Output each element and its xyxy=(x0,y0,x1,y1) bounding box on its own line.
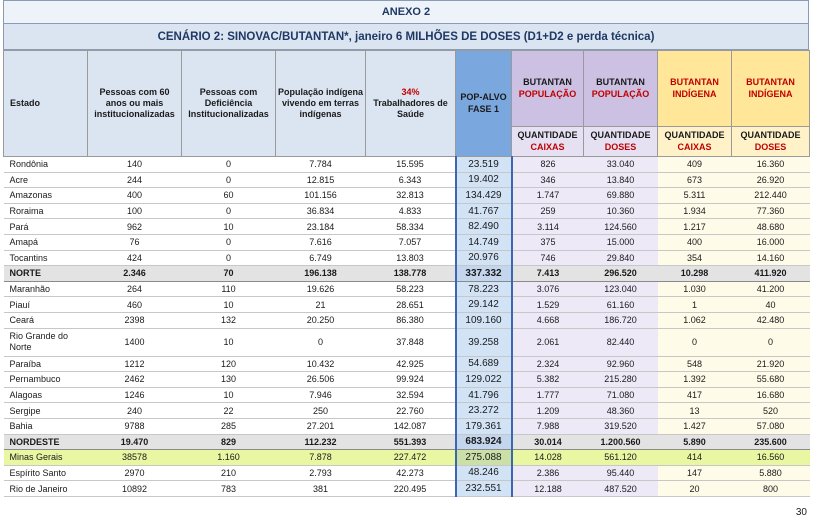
cell-pop-caixas: 4.668 xyxy=(512,312,584,328)
header-populacao: POPULAÇÃO xyxy=(518,88,577,99)
cell-trabalhadores: 86.380 xyxy=(366,312,456,328)
cell-indigena: 19.626 xyxy=(276,281,366,297)
region-total-row xyxy=(4,266,810,282)
cell-state-name: NORTE xyxy=(4,266,88,282)
cell-trabalhadores: 227.472 xyxy=(366,450,456,466)
header-estado: Estado xyxy=(4,51,88,157)
cell-indigena: 6.749 xyxy=(276,250,366,266)
cell-pop-doses: 296.520 xyxy=(584,266,658,282)
cell-pop-caixas: 2.061 xyxy=(512,328,584,356)
cell-deficiencia: 0 xyxy=(182,234,276,250)
cell-trabalhadores: 138.778 xyxy=(366,266,456,282)
cell-pop-caixas: 259 xyxy=(512,203,584,219)
cell-idosos: 1400 xyxy=(88,328,182,356)
cell-ind-doses: 235.600 xyxy=(732,434,810,450)
cell-indigena: 250 xyxy=(276,403,366,419)
cell-ind-doses: 411.920 xyxy=(732,266,810,282)
subheader-doses: DOSES xyxy=(754,141,787,152)
table-row xyxy=(4,172,810,188)
cell-pop-alvo: 337.332 xyxy=(456,266,512,282)
cell-ind-caixas: 0 xyxy=(658,328,732,356)
cell-trabalhadores: 32.813 xyxy=(366,188,456,204)
cell-idosos: 140 xyxy=(88,157,182,173)
cell-pop-caixas: 14.028 xyxy=(512,450,584,466)
cell-ind-doses: 0 xyxy=(732,328,810,356)
cell-pop-alvo: 23.519 xyxy=(456,157,512,173)
cell-pop-doses: 1.200.560 xyxy=(584,434,658,450)
cell-state-name: Amazonas xyxy=(4,188,88,204)
cell-pop-doses: 95.440 xyxy=(584,465,658,481)
cell-idosos: 2970 xyxy=(88,465,182,481)
cell-ind-caixas: 409 xyxy=(658,157,732,173)
cell-idosos: 424 xyxy=(88,250,182,266)
table-row xyxy=(4,372,810,388)
cell-idosos: 10892 xyxy=(88,481,182,497)
cell-trabalhadores: 42.273 xyxy=(366,465,456,481)
cell-deficiencia: 0 xyxy=(182,172,276,188)
table-header xyxy=(4,51,810,157)
header-butantan-pop-caixas xyxy=(512,51,584,127)
cell-pop-caixas: 826 xyxy=(512,157,584,173)
cell-ind-doses: 41.200 xyxy=(732,281,810,297)
header-butantan: BUTANTAN xyxy=(596,77,645,88)
table-row xyxy=(4,450,810,466)
subheader-caixas: CAIXAS xyxy=(677,141,712,152)
cell-ind-doses: 55.680 xyxy=(732,372,810,388)
cell-ind-caixas: 13 xyxy=(658,403,732,419)
cell-trabalhadores: 99.924 xyxy=(366,372,456,388)
cell-pop-doses: 561.120 xyxy=(584,450,658,466)
cell-ind-doses: 16.360 xyxy=(732,157,810,173)
table-row xyxy=(4,481,810,497)
cell-pop-doses: 61.160 xyxy=(584,297,658,313)
annex-title: ANEXO 2 xyxy=(3,0,809,24)
cell-indigena: 27.201 xyxy=(276,418,366,434)
cell-ind-caixas: 414 xyxy=(658,450,732,466)
cell-idosos: 962 xyxy=(88,219,182,235)
cell-pop-doses: 71.080 xyxy=(584,387,658,403)
cell-deficiencia: 110 xyxy=(182,281,276,297)
cell-pop-alvo: 48.246 xyxy=(456,465,512,481)
cell-ind-doses: 26.920 xyxy=(732,172,810,188)
page-number: 30 xyxy=(795,507,807,518)
cell-ind-caixas: 673 xyxy=(658,172,732,188)
subheader-quantidade: QUANTIDADE xyxy=(590,130,651,141)
cell-state-name: Rio de Janeiro xyxy=(4,481,88,497)
cell-pop-doses: 10.360 xyxy=(584,203,658,219)
cell-state-name: Alagoas xyxy=(4,387,88,403)
header-trabalhadores xyxy=(366,51,456,157)
cell-state-name: Tocantins xyxy=(4,250,88,266)
cell-pop-doses: 186.720 xyxy=(584,312,658,328)
cell-ind-doses: 21.920 xyxy=(732,356,810,372)
cell-trabalhadores: 58.223 xyxy=(366,281,456,297)
cell-ind-caixas: 1.030 xyxy=(658,281,732,297)
cell-indigena: 7.878 xyxy=(276,450,366,466)
cell-idosos: 264 xyxy=(88,281,182,297)
cell-ind-caixas: 20 xyxy=(658,481,732,497)
table-row xyxy=(4,203,810,219)
cell-ind-doses: 48.680 xyxy=(732,219,810,235)
subheader-doses: DOSES xyxy=(604,141,637,152)
cell-deficiencia: 210 xyxy=(182,465,276,481)
cell-pop-caixas: 1.209 xyxy=(512,403,584,419)
cell-trabalhadores: 6.343 xyxy=(366,172,456,188)
header-deficiencia: Pessoas com Deficiência Institucionalizadas xyxy=(182,51,276,157)
cell-deficiencia: 0 xyxy=(182,250,276,266)
table-row xyxy=(4,403,810,419)
cell-trabalhadores: 13.803 xyxy=(366,250,456,266)
cell-pop-caixas: 2.324 xyxy=(512,356,584,372)
cell-pop-caixas: 1.529 xyxy=(512,297,584,313)
annex-sheet xyxy=(3,0,809,497)
cell-pop-doses: 92.960 xyxy=(584,356,658,372)
cell-ind-caixas: 354 xyxy=(658,250,732,266)
cell-deficiencia: 10 xyxy=(182,328,276,356)
table-row xyxy=(4,250,810,266)
cell-indigena: 7.616 xyxy=(276,234,366,250)
header-indigena: População indígena vivendo em terras indígenas xyxy=(276,51,366,157)
cell-trabalhadores: 37.848 xyxy=(366,328,456,356)
table-row xyxy=(4,188,810,204)
cell-pop-alvo: 129.022 xyxy=(456,372,512,388)
cell-pop-caixas: 2.386 xyxy=(512,465,584,481)
table-row xyxy=(4,465,810,481)
cell-state-name: Paraíba xyxy=(4,356,88,372)
cell-trabalhadores: 32.594 xyxy=(366,387,456,403)
subheader-quantidade: QUANTIDADE xyxy=(664,130,725,141)
table-row xyxy=(4,281,810,297)
cell-trabalhadores: 28.651 xyxy=(366,297,456,313)
cell-ind-doses: 16.560 xyxy=(732,450,810,466)
cell-pop-doses: 33.040 xyxy=(584,157,658,173)
cell-pop-caixas: 7.988 xyxy=(512,418,584,434)
cell-pop-alvo: 179.361 xyxy=(456,418,512,434)
header-butantan: BUTANTAN xyxy=(670,77,719,88)
cell-pop-caixas: 1.747 xyxy=(512,188,584,204)
cell-indigena: 2.793 xyxy=(276,465,366,481)
cell-deficiencia: 70 xyxy=(182,266,276,282)
header-pop-alvo: POP-ALVO FASE 1 xyxy=(456,51,512,157)
cell-trabalhadores: 551.393 xyxy=(366,434,456,450)
cell-deficiencia: 1.160 xyxy=(182,450,276,466)
header-butantan: BUTANTAN xyxy=(746,77,795,88)
cell-pop-doses: 319.520 xyxy=(584,418,658,434)
cell-pop-caixas: 375 xyxy=(512,234,584,250)
subheader-qtd-caixas xyxy=(512,127,584,157)
cell-idosos: 244 xyxy=(88,172,182,188)
cell-indigena: 101.156 xyxy=(276,188,366,204)
cell-deficiencia: 130 xyxy=(182,372,276,388)
cell-deficiencia: 10 xyxy=(182,387,276,403)
cell-indigena: 36.834 xyxy=(276,203,366,219)
cell-pop-alvo: 109.160 xyxy=(456,312,512,328)
table-row xyxy=(4,356,810,372)
cell-state-name: Maranhão xyxy=(4,281,88,297)
cell-deficiencia: 0 xyxy=(182,157,276,173)
cell-trabalhadores: 15.595 xyxy=(366,157,456,173)
cell-pop-caixas: 7.413 xyxy=(512,266,584,282)
header-butantan-ind-doses xyxy=(732,51,810,127)
cell-ind-doses: 16.000 xyxy=(732,234,810,250)
cell-pop-alvo: 134.429 xyxy=(456,188,512,204)
cell-idosos: 38578 xyxy=(88,450,182,466)
table-row xyxy=(4,234,810,250)
cell-trabalhadores: 7.057 xyxy=(366,234,456,250)
cell-indigena: 0 xyxy=(276,328,366,356)
header-idosos: Pessoas com 60 anos ou mais institucionalizadas xyxy=(88,51,182,157)
cell-pop-doses: 215.280 xyxy=(584,372,658,388)
cell-ind-caixas: 1.427 xyxy=(658,418,732,434)
cell-ind-caixas: 1.392 xyxy=(658,372,732,388)
cell-pop-alvo: 29.142 xyxy=(456,297,512,313)
table-body xyxy=(4,157,810,497)
cell-trabalhadores: 142.087 xyxy=(366,418,456,434)
cell-pop-caixas: 1.777 xyxy=(512,387,584,403)
subheader-quantidade: QUANTIDADE xyxy=(517,130,578,141)
cell-deficiencia: 22 xyxy=(182,403,276,419)
table-row xyxy=(4,219,810,235)
cell-pop-alvo: 683.924 xyxy=(456,434,512,450)
cell-deficiencia: 132 xyxy=(182,312,276,328)
cell-pop-alvo: 82.490 xyxy=(456,219,512,235)
cell-ind-doses: 40 xyxy=(732,297,810,313)
cell-state-name: Minas Gerais xyxy=(4,450,88,466)
cell-ind-doses: 14.160 xyxy=(732,250,810,266)
scenario-text: SINOVAC/BUTANTAN*, janeiro 6 MILHÕES DE DOSES (D1+D2 e perda técnica) xyxy=(224,31,655,43)
cell-deficiencia: 0 xyxy=(182,203,276,219)
scenario-title xyxy=(3,24,809,50)
cell-ind-doses: 5.880 xyxy=(732,465,810,481)
header-butantan: BUTANTAN xyxy=(523,77,572,88)
cell-ind-caixas: 5.311 xyxy=(658,188,732,204)
cell-pop-alvo: 78.223 xyxy=(456,281,512,297)
table-row xyxy=(4,418,810,434)
cell-ind-caixas: 1 xyxy=(658,297,732,313)
subheader-qtd-caixas xyxy=(658,127,732,157)
cell-idosos: 9788 xyxy=(88,418,182,434)
cell-state-name: Bahia xyxy=(4,418,88,434)
cell-pop-doses: 15.000 xyxy=(584,234,658,250)
cell-idosos: 1246 xyxy=(88,387,182,403)
subheader-caixas: CAIXAS xyxy=(530,141,565,152)
cell-pop-alvo: 41.796 xyxy=(456,387,512,403)
cell-indigena: 10.432 xyxy=(276,356,366,372)
cell-trabalhadores: 58.334 xyxy=(366,219,456,235)
cell-ind-doses: 800 xyxy=(732,481,810,497)
cell-idosos: 100 xyxy=(88,203,182,219)
cell-ind-doses: 16.680 xyxy=(732,387,810,403)
subheader-qtd-doses xyxy=(584,127,658,157)
cell-state-name: Pará xyxy=(4,219,88,235)
cell-ind-caixas: 10.298 xyxy=(658,266,732,282)
cell-ind-caixas: 5.890 xyxy=(658,434,732,450)
cell-trabalhadores: 22.760 xyxy=(366,403,456,419)
cell-pop-alvo: 39.258 xyxy=(456,328,512,356)
cell-state-name: NORDESTE xyxy=(4,434,88,450)
cell-pop-doses: 82.440 xyxy=(584,328,658,356)
vaccine-distribution-table xyxy=(3,50,810,497)
header-populacao: POPULAÇÃO xyxy=(591,88,650,99)
cell-pop-alvo: 54.689 xyxy=(456,356,512,372)
cell-trabalhadores: 220.495 xyxy=(366,481,456,497)
cell-indigena: 7.784 xyxy=(276,157,366,173)
cell-deficiencia: 120 xyxy=(182,356,276,372)
header-butantan-ind-caixas xyxy=(658,51,732,127)
header-indigena-short: INDÍGENA xyxy=(672,88,717,99)
table-row xyxy=(4,387,810,403)
cell-pop-alvo: 275.088 xyxy=(456,450,512,466)
cell-deficiencia: 60 xyxy=(182,188,276,204)
cell-pop-doses: 487.520 xyxy=(584,481,658,497)
cell-idosos: 240 xyxy=(88,403,182,419)
cell-state-name: Rondônia xyxy=(4,157,88,173)
cell-indigena: 23.184 xyxy=(276,219,366,235)
cell-idosos: 2.346 xyxy=(88,266,182,282)
table-row xyxy=(4,157,810,173)
cell-pop-caixas: 30.014 xyxy=(512,434,584,450)
cell-idosos: 76 xyxy=(88,234,182,250)
cell-idosos: 2398 xyxy=(88,312,182,328)
cell-trabalhadores: 42.925 xyxy=(366,356,456,372)
cell-state-name: Ceará xyxy=(4,312,88,328)
cell-pop-caixas: 746 xyxy=(512,250,584,266)
cell-indigena: 196.138 xyxy=(276,266,366,282)
cell-indigena: 381 xyxy=(276,481,366,497)
cell-pop-caixas: 3.114 xyxy=(512,219,584,235)
cell-ind-doses: 520 xyxy=(732,403,810,419)
cell-idosos: 2462 xyxy=(88,372,182,388)
cell-state-name: Piauí xyxy=(4,297,88,313)
cell-state-name: Roraima xyxy=(4,203,88,219)
cell-pop-caixas: 5.382 xyxy=(512,372,584,388)
cell-pop-doses: 48.360 xyxy=(584,403,658,419)
cell-state-name: Acre xyxy=(4,172,88,188)
cell-pop-alvo: 14.749 xyxy=(456,234,512,250)
cell-pop-doses: 124.560 xyxy=(584,219,658,235)
cell-ind-caixas: 1.062 xyxy=(658,312,732,328)
cell-ind-caixas: 1.217 xyxy=(658,219,732,235)
cell-ind-doses: 42.480 xyxy=(732,312,810,328)
cell-pop-caixas: 12.188 xyxy=(512,481,584,497)
cell-indigena: 20.250 xyxy=(276,312,366,328)
cell-pop-caixas: 3.076 xyxy=(512,281,584,297)
cell-ind-doses: 77.360 xyxy=(732,203,810,219)
cell-idosos: 1212 xyxy=(88,356,182,372)
cell-indigena: 26.506 xyxy=(276,372,366,388)
cell-pop-alvo: 19.402 xyxy=(456,172,512,188)
cell-deficiencia: 783 xyxy=(182,481,276,497)
cell-ind-caixas: 548 xyxy=(658,356,732,372)
cell-indigena: 21 xyxy=(276,297,366,313)
cell-deficiencia: 10 xyxy=(182,219,276,235)
cell-ind-caixas: 1.934 xyxy=(658,203,732,219)
cell-indigena: 7.946 xyxy=(276,387,366,403)
cell-state-name: Sergipe xyxy=(4,403,88,419)
cell-pop-doses: 123.040 xyxy=(584,281,658,297)
cell-ind-caixas: 400 xyxy=(658,234,732,250)
table-row xyxy=(4,297,810,313)
cell-ind-doses: 212.440 xyxy=(732,188,810,204)
cell-pop-alvo: 20.976 xyxy=(456,250,512,266)
cell-state-name: Espírito Santo xyxy=(4,465,88,481)
cell-trabalhadores: 4.833 xyxy=(366,203,456,219)
cell-pop-doses: 29.840 xyxy=(584,250,658,266)
subheader-quantidade: QUANTIDADE xyxy=(740,130,801,141)
cell-state-name: Amapá xyxy=(4,234,88,250)
cell-pop-caixas: 346 xyxy=(512,172,584,188)
cell-deficiencia: 285 xyxy=(182,418,276,434)
table-row xyxy=(4,312,810,328)
cell-ind-caixas: 417 xyxy=(658,387,732,403)
cell-ind-doses: 57.080 xyxy=(732,418,810,434)
header-trabalhadores-pct: 34% xyxy=(401,86,420,97)
header-trabalhadores-label: Trabalhadores de Saúde xyxy=(373,97,448,120)
cell-indigena: 112.232 xyxy=(276,434,366,450)
cell-idosos: 460 xyxy=(88,297,182,313)
header-indigena-short: INDÍGENA xyxy=(748,88,793,99)
cell-pop-alvo: 23.272 xyxy=(456,403,512,419)
cell-pop-doses: 13.840 xyxy=(584,172,658,188)
cell-ind-caixas: 147 xyxy=(658,465,732,481)
cell-state-name: Rio Grande do Norte xyxy=(4,328,88,356)
cell-indigena: 12.815 xyxy=(276,172,366,188)
scenario-label: CENÁRIO 2: xyxy=(157,31,225,43)
table-row xyxy=(4,328,810,356)
region-total-row xyxy=(4,434,810,450)
cell-deficiencia: 829 xyxy=(182,434,276,450)
cell-pop-alvo: 41.767 xyxy=(456,203,512,219)
header-butantan-pop-doses xyxy=(584,51,658,127)
cell-idosos: 19.470 xyxy=(88,434,182,450)
cell-pop-alvo: 232.551 xyxy=(456,481,512,497)
cell-deficiencia: 10 xyxy=(182,297,276,313)
subheader-qtd-doses xyxy=(732,127,810,157)
cell-state-name: Pernambuco xyxy=(4,372,88,388)
cell-pop-doses: 69.880 xyxy=(584,188,658,204)
cell-idosos: 400 xyxy=(88,188,182,204)
